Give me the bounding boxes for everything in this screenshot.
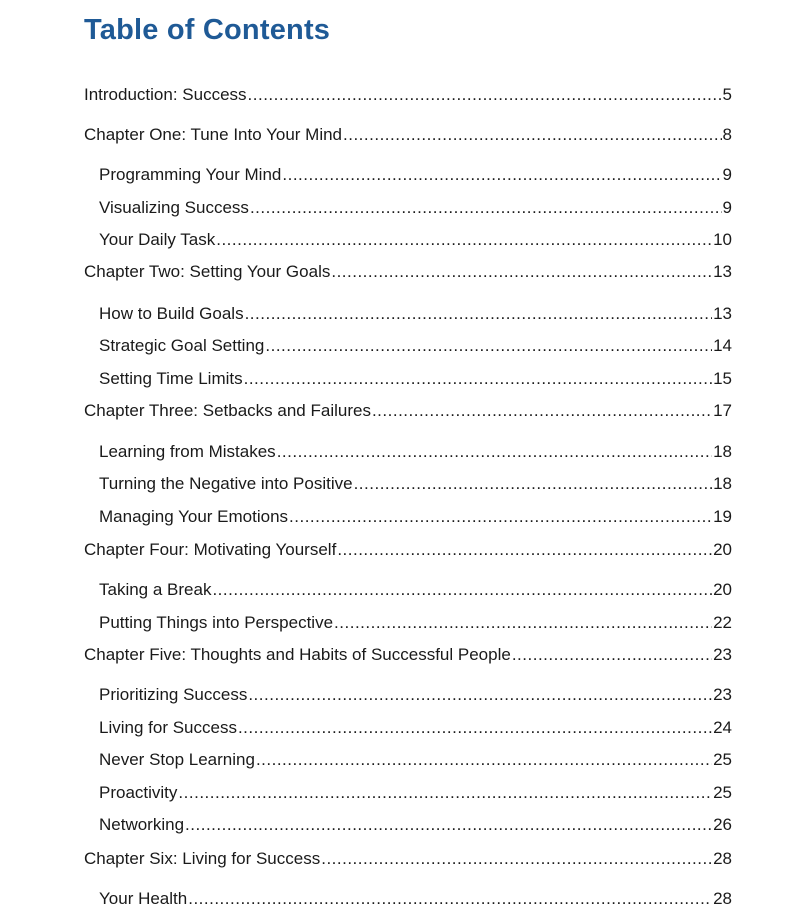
toc-entry[interactable] bbox=[84, 536, 732, 560]
dot-leader bbox=[238, 718, 712, 738]
toc-entry[interactable] bbox=[99, 885, 732, 909]
toc-entry[interactable] bbox=[99, 576, 732, 600]
dot-leader bbox=[334, 613, 712, 633]
dot-leader bbox=[188, 889, 712, 909]
toc-entry-label: Living for Success bbox=[99, 718, 237, 737]
toc-entry[interactable] bbox=[99, 681, 732, 705]
toc-entry[interactable] bbox=[99, 470, 732, 494]
toc-entry-label: Networking bbox=[99, 815, 185, 834]
dot-leader bbox=[289, 507, 712, 527]
toc-entry-label: Never Stop Learning bbox=[99, 750, 255, 769]
toc-entry-label: Your Daily Task bbox=[99, 230, 216, 249]
toc-entry[interactable] bbox=[99, 300, 732, 324]
toc-entry-label: Proactivity bbox=[99, 783, 178, 802]
toc-entry-label: Visualizing Success bbox=[99, 198, 249, 217]
toc-entry-page: 22 bbox=[713, 613, 732, 632]
dot-leader bbox=[331, 262, 712, 282]
toc-entry[interactable] bbox=[99, 226, 732, 250]
toc-entry[interactable] bbox=[99, 503, 732, 527]
page-title: Table of Contents bbox=[84, 14, 331, 46]
toc-entry-page: 13 bbox=[713, 262, 732, 281]
toc-entry-page: 10 bbox=[713, 230, 732, 249]
toc-entry-page: 5 bbox=[722, 85, 732, 104]
dot-leader bbox=[185, 815, 712, 835]
toc-entry[interactable] bbox=[84, 81, 732, 105]
toc-entry-label: Putting Things into Perspective bbox=[99, 613, 334, 632]
toc-entry-label: Chapter Three: Setbacks and Failures bbox=[84, 401, 371, 420]
dot-leader bbox=[321, 849, 712, 869]
toc-entry-page: 20 bbox=[713, 540, 732, 559]
dot-leader bbox=[212, 580, 712, 600]
toc-entry-page: 23 bbox=[713, 685, 732, 704]
dot-leader bbox=[245, 304, 713, 324]
toc-entry-page: 17 bbox=[713, 401, 732, 420]
toc-entry-label: Prioritizing Success bbox=[99, 685, 248, 704]
toc-entry-page: 28 bbox=[713, 889, 732, 908]
toc-entry[interactable] bbox=[99, 714, 732, 738]
toc-entry[interactable] bbox=[99, 779, 732, 803]
toc-entry[interactable] bbox=[99, 746, 732, 770]
toc-entry-label: How to Build Goals bbox=[99, 304, 244, 323]
dot-leader bbox=[372, 401, 712, 421]
dot-leader bbox=[256, 750, 712, 770]
toc-entry-page: 24 bbox=[713, 718, 732, 737]
toc-entry-page: 18 bbox=[713, 474, 732, 493]
toc-entry[interactable] bbox=[84, 845, 732, 869]
toc-entry[interactable] bbox=[84, 258, 732, 282]
toc-entry-label: Managing Your Emotions bbox=[99, 507, 289, 526]
dot-leader bbox=[216, 230, 712, 250]
toc-entry[interactable] bbox=[99, 438, 732, 462]
toc-entry-page: 8 bbox=[722, 125, 732, 144]
toc-entry-page: 25 bbox=[713, 783, 732, 802]
toc-entry[interactable] bbox=[99, 609, 732, 633]
toc-entry-page: 19 bbox=[713, 507, 732, 526]
toc-entry-page: 9 bbox=[722, 165, 732, 184]
dot-leader bbox=[248, 85, 722, 105]
toc-entry-page: 9 bbox=[722, 198, 732, 217]
toc-entry-label: Your Health bbox=[99, 889, 188, 908]
toc-entry-label: Chapter Two: Setting Your Goals bbox=[84, 262, 331, 281]
toc-entry-label: Learning from Mistakes bbox=[99, 442, 276, 461]
toc-entry-label: Chapter Five: Thoughts and Habits of Successful People bbox=[84, 645, 511, 664]
toc-entry-page: 25 bbox=[713, 750, 732, 769]
toc-entry-label: Taking a Break bbox=[99, 580, 212, 599]
dot-leader bbox=[512, 645, 712, 665]
dot-leader bbox=[244, 369, 712, 389]
toc-entry[interactable] bbox=[99, 194, 732, 218]
toc-entry-label: Introduction: Success bbox=[84, 85, 247, 104]
toc-entry[interactable] bbox=[84, 397, 732, 421]
toc-entry-page: 18 bbox=[713, 442, 732, 461]
toc-entry-label: Turning the Negative into Positive bbox=[99, 474, 353, 493]
toc-entry-page: 14 bbox=[713, 336, 732, 355]
toc-entry-page: 26 bbox=[713, 815, 732, 834]
toc-entry[interactable] bbox=[99, 811, 732, 835]
toc-entry-label: Setting Time Limits bbox=[99, 369, 243, 388]
dot-leader bbox=[178, 783, 712, 803]
dot-leader bbox=[250, 198, 722, 218]
dot-leader bbox=[354, 474, 713, 494]
dot-leader bbox=[248, 685, 712, 705]
toc-entry[interactable] bbox=[99, 332, 732, 356]
toc-entry[interactable] bbox=[84, 641, 732, 665]
dot-leader bbox=[337, 540, 712, 560]
dot-leader bbox=[343, 125, 722, 145]
toc-entry-label: Chapter Six: Living for Success bbox=[84, 849, 321, 868]
toc-entry[interactable] bbox=[99, 365, 732, 389]
dot-leader bbox=[265, 336, 712, 356]
toc-entry-label: Chapter One: Tune Into Your Mind bbox=[84, 125, 343, 144]
toc-entry-page: 15 bbox=[713, 369, 732, 388]
toc-entry-label: Chapter Four: Motivating Yourself bbox=[84, 540, 337, 559]
toc-entry-page: 28 bbox=[713, 849, 732, 868]
toc-entry-label: Programming Your Mind bbox=[99, 165, 282, 184]
toc-entry-label: Strategic Goal Setting bbox=[99, 336, 265, 355]
dot-leader bbox=[282, 165, 721, 185]
toc-entry-page: 20 bbox=[713, 580, 732, 599]
toc-entry[interactable] bbox=[84, 121, 732, 145]
toc-entry-page: 13 bbox=[713, 304, 732, 323]
dot-leader bbox=[277, 442, 712, 462]
toc-entry-page: 23 bbox=[713, 645, 732, 664]
toc-entry[interactable] bbox=[99, 161, 732, 185]
